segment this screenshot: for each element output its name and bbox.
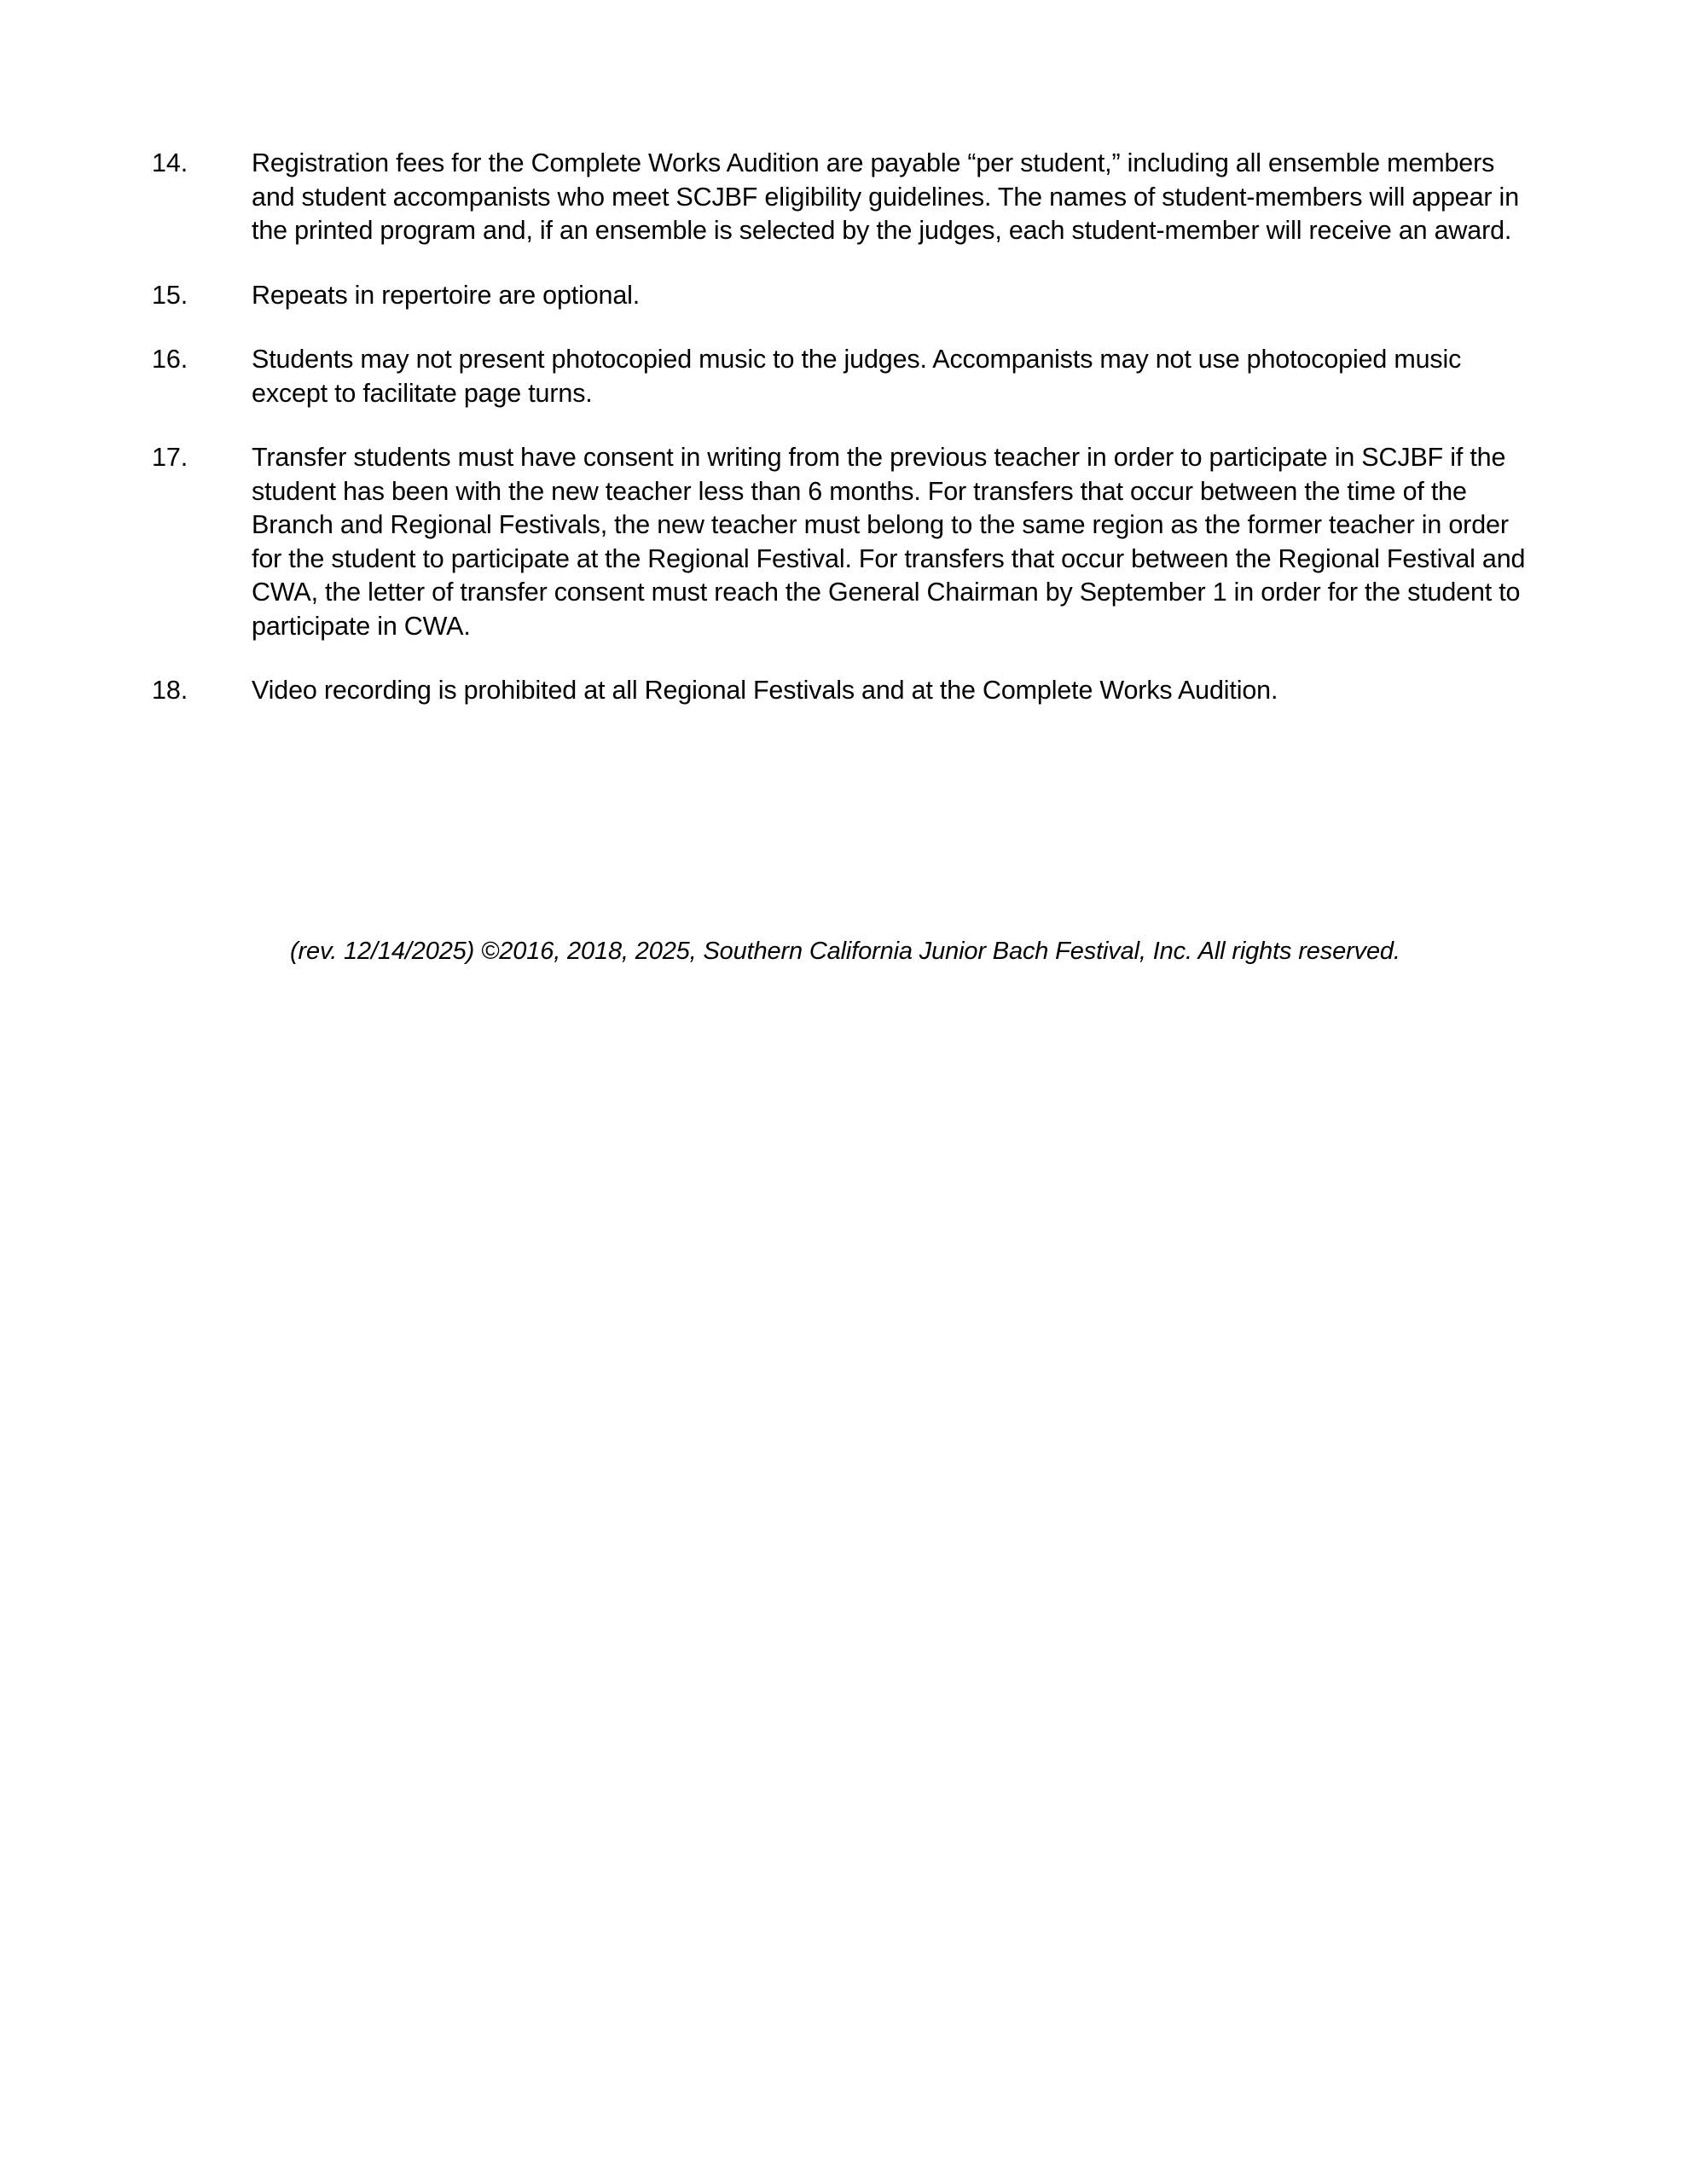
- list-item: [152, 441, 1529, 643]
- list-item-text: Students may not present photocopied music to the judges. Accompanists may not use photocopied music except to facilitate page turns.: [252, 345, 1462, 408]
- list-item-text: Transfer students must have consent in writing from the previous teacher in order to participate in SCJBF if the student has been with the new teacher less than 6 months. For transfers that occur between the time of the Branch and Regional Festivals, the new teacher must belong to the same region as the former teacher in order for the student to participate at the Regional Festival. For transfers that occur between the Regional Festival and CWA, the letter of transfer consent must reach the General Chairman by September 1 in order for the student to participate in CWA.: [252, 443, 1526, 641]
- list-item-number: 16.: [152, 345, 188, 374]
- list-item-number: 15.: [152, 280, 188, 310]
- list-item-number: 14.: [152, 148, 188, 177]
- list-item-text: Video recording is prohibited at all Regional Festivals and at the Complete Works Audition.: [252, 676, 1278, 705]
- list-item: [152, 147, 1529, 248]
- list-item-text: Registration fees for the Complete Works Audition are payable “per student,” including all ensemble members and student accompanists who meet SCJBF eligibility guidelines. The names of student-members will appear in the printed program and, if an ensemble is selected by the judges, each student-member will receive an award.: [252, 148, 1520, 245]
- list-item: [152, 343, 1529, 410]
- list-item: [152, 674, 1529, 708]
- rules-list: [152, 147, 1529, 708]
- list-item-number: 17.: [152, 443, 188, 472]
- list-item: [152, 279, 1529, 313]
- list-item-text: Repeats in repertoire are optional.: [252, 280, 641, 310]
- copyright-footer: (rev. 12/14/2025) ©2016, 2018, 2025, Southern California Junior Bach Festival, Inc. All rights reserved.: [290, 938, 1400, 965]
- list-item-number: 18.: [152, 676, 188, 705]
